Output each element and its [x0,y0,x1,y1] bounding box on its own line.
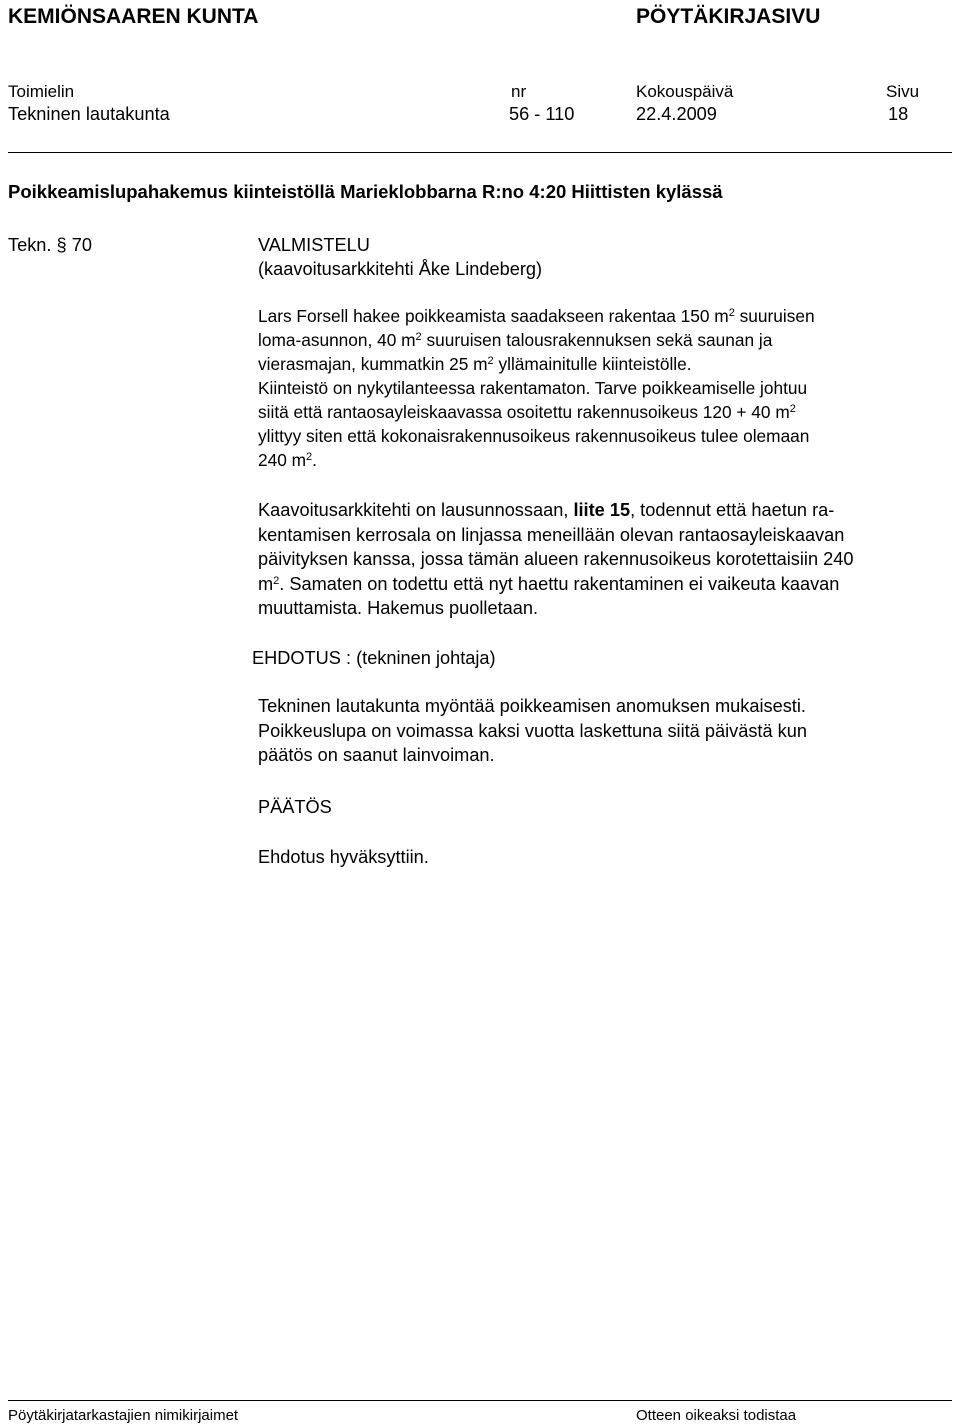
organ-value: Tekninen lautakunta [8,104,170,124]
text-line: suuruisen talousrakennuksen sekä saunan ja [421,330,773,350]
attachment-reference: liite 15 [573,500,631,520]
page-number: 18 [888,104,909,124]
proposal-heading: EHDOTUS : (tekninen johtaja) [252,648,496,668]
text-line: kentamisen kerrosala on linjassa meneillään olevan rantaosayleiskaavan [258,524,845,545]
nr-label: nr [511,82,527,101]
text-line: muuttamista. Hakemus puolletaan. [258,598,539,618]
municipality-name: KEMIÖNSAAREN KUNTA [8,5,259,28]
paragraph-preparation [258,304,938,472]
page-label: Sivu [886,82,920,101]
superscript: 2 [415,331,422,343]
text-line: päivityksen kanssa, jossa tämän alueen rakennusoikeus korotettaisiin 240 [258,549,854,569]
footer-inspectors: Pöytäkirjatarkastajien nimikirjaimet [8,1407,239,1424]
superscript: 2 [306,451,313,463]
text-line: vierasmajan, kummatkin 25 m [258,354,488,374]
text-line: . Samaten on todettu että nyt haettu rakentaminen ei vaikeuta kaavan [279,573,840,594]
section-symbol: § [56,235,67,255]
decision-heading: PÄÄTÖS [258,797,332,817]
text-line: Lars Forsell hakee poikkeamista saadakseen rakentaa 150 m [258,306,729,326]
organ-label: Toimielin [8,82,75,101]
meeting-number: 56 - 110 [509,104,575,124]
text-line: loma-asunnon, 40 m [258,330,416,350]
decision-text: Ehdotus hyväksyttiin. [258,847,429,867]
text-line: yllämainitulle kiinteistölle. [493,354,692,374]
text-line: 240 m [258,450,307,470]
preparer: (kaavoitusarkkitehti Åke Lindeberg) [258,259,543,279]
date-label: Kokouspäivä [636,82,734,101]
paragraph-statement [258,498,938,621]
text-line: siitä että rantaosayleiskaavassa osoitettu rakennusoikeus 120 + 40 m [258,402,790,422]
text-line: m [258,573,274,594]
meeting-date: 22.4.2009 [636,104,717,124]
text-line: Tekninen lautakunta myöntää poikkeamisen anomuksen mukaisesti. [258,696,806,716]
section-prefix: Tekn. [8,235,52,255]
proposal-text [258,694,938,768]
superscript: 2 [789,403,796,415]
text-line: . [312,450,317,470]
section-reference [8,233,92,258]
header-divider [8,152,952,153]
superscript: 2 [728,307,735,319]
text-line: ylittyy siten että kokonaisrakennusoikeus rakennusoikeus tulee olemaan [258,426,810,446]
superscript: 2 [273,574,280,587]
text-line: Kaavoitusarkkitehti on lausunnossaan, [258,500,574,520]
section-number: 70 [71,235,92,255]
text-line: , todennut että haetun ra- [630,500,835,520]
footer-certification: Otteen oikeaksi todistaa [636,1407,797,1424]
superscript: 2 [487,355,494,367]
text-line: Poikkeuslupa on voimassa kaksi vuotta laskettuna siitä päivästä kun [258,720,807,741]
text-line: Kiinteistö on nykytilanteessa rakentamaton. Tarve poikkeamiselle johtuu [258,378,808,398]
item-title: Poikkeamislupahakemus kiinteistöllä Marieklobbarna R:no 4:20 Hiittisten kylässä [8,181,723,202]
section-heading: VALMISTELU [258,235,370,255]
text-line: suuruisen [734,306,815,326]
footer-divider [8,1400,952,1401]
text-line: päätös on saanut lainvoiman. [258,745,495,765]
document-type: PÖYTÄKIRJASIVU [636,5,821,28]
